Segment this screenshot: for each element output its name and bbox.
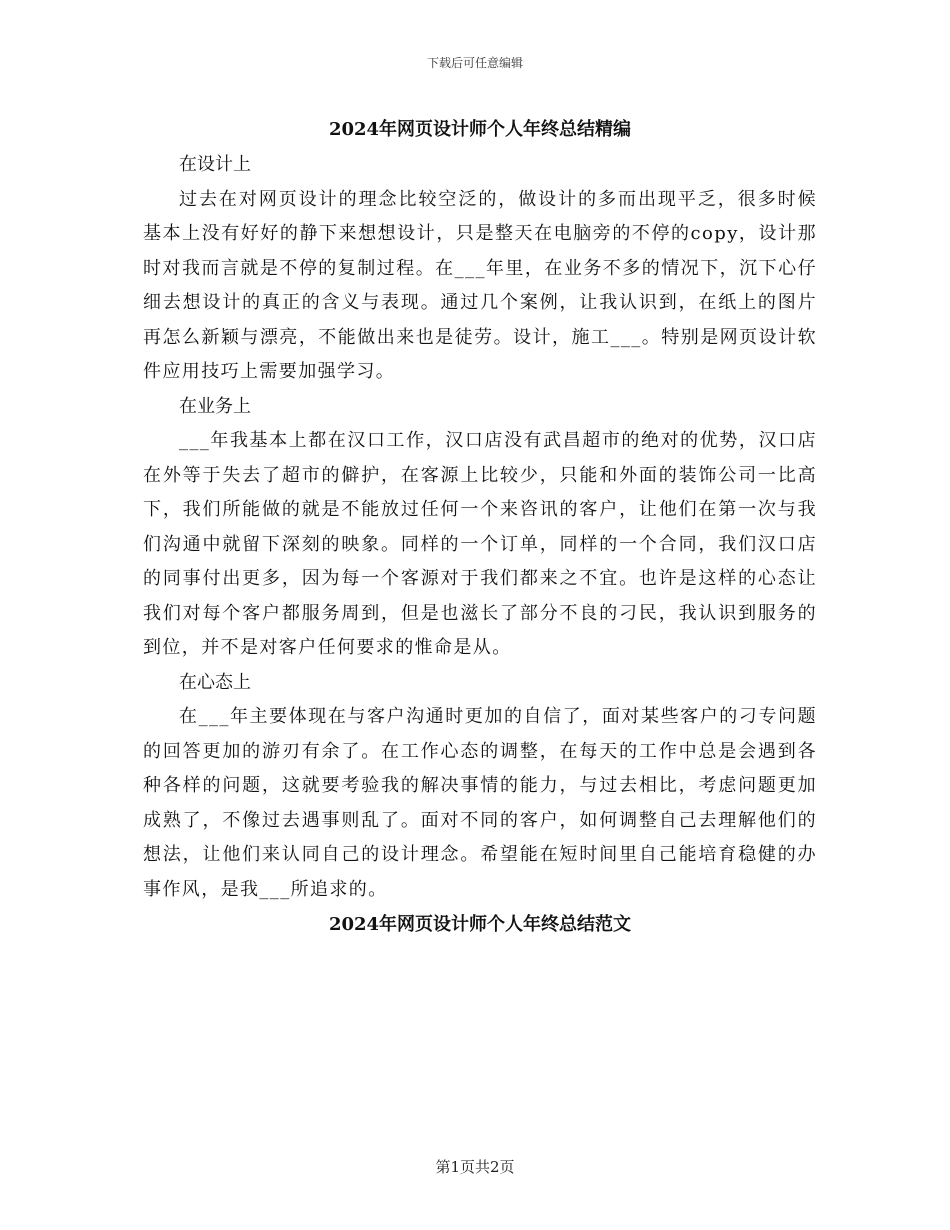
section-paragraph: ___年我基本上都在汉口工作，汉口店没有武昌超市的绝对的优势，汉口店在外等于失去了超市的僻护，在客源上比较少，只能和外面的装饰公司一比高下，我们所能做的就是不能放过任何一个来咨讯的客户，让他们在第一次与我们沟通中就留下深刻的映象。同样的一个订单，同样的一个合同，我们汉口店的同事付出更多，因为每一个客源对于我们都来之不宜。也许是这样的心态让我们对每个客户都服务周到，但是也滋长了部分不良的刁民，我认识到服务的到位，并不是对客户任何要求的惟命是从。 <box>143 430 817 658</box>
document-title: 2024年网页设计师个人年终总结精编 <box>328 119 632 140</box>
header-note: 下载后可任意编辑 <box>426 56 523 70</box>
section-design <box>143 148 817 390</box>
section-heading: 在业务上 <box>179 395 251 417</box>
section-heading: 在设计上 <box>179 154 251 175</box>
section-business <box>143 390 817 666</box>
second-document-title: 2024年网页设计师个人年终总结范文 <box>328 914 632 935</box>
page-number: 第1页共2页 <box>435 1158 515 1176</box>
document-body <box>143 112 817 943</box>
section-heading: 在心态上 <box>179 671 251 693</box>
section-mindset <box>143 666 817 908</box>
section-paragraph: 过去在对网页设计的理念比较空泛的，做设计的多而出现平乏，很多时候基本上没有好好的静下来想想设计，只是整天在电脑旁的不停的copy，设计那时对我而言就是不停的复制过程。在___年里，在业务不多的情况下，沉下心仔细去想设计的真正的含义与表现。通过几个案例，让我认识到，在纸上的图片再怎么新颖与漂亮，不能做出来也是徒劳。设计，施工___。特别是网页设计软件应用技巧上需要加强学习。 <box>143 188 817 382</box>
section-paragraph: 在___年主要体现在与客户沟通时更加的自信了，面对某些客户的刁专问题的回答更加的游刃有余了。在工作心态的调整，在每天的工作中总是会遇到各种各样的问题，这就要考验我的解决事情的能力，与过去相比，考虑问题更加成熟了，不像过去遇事则乱了。面对不同的客户，如何调整自己去理解他们的想法，让他们来认同自己的设计理念。希望能在短时间里自己能培育稳健的办事作风，是我___所追求的。 <box>143 706 817 900</box>
